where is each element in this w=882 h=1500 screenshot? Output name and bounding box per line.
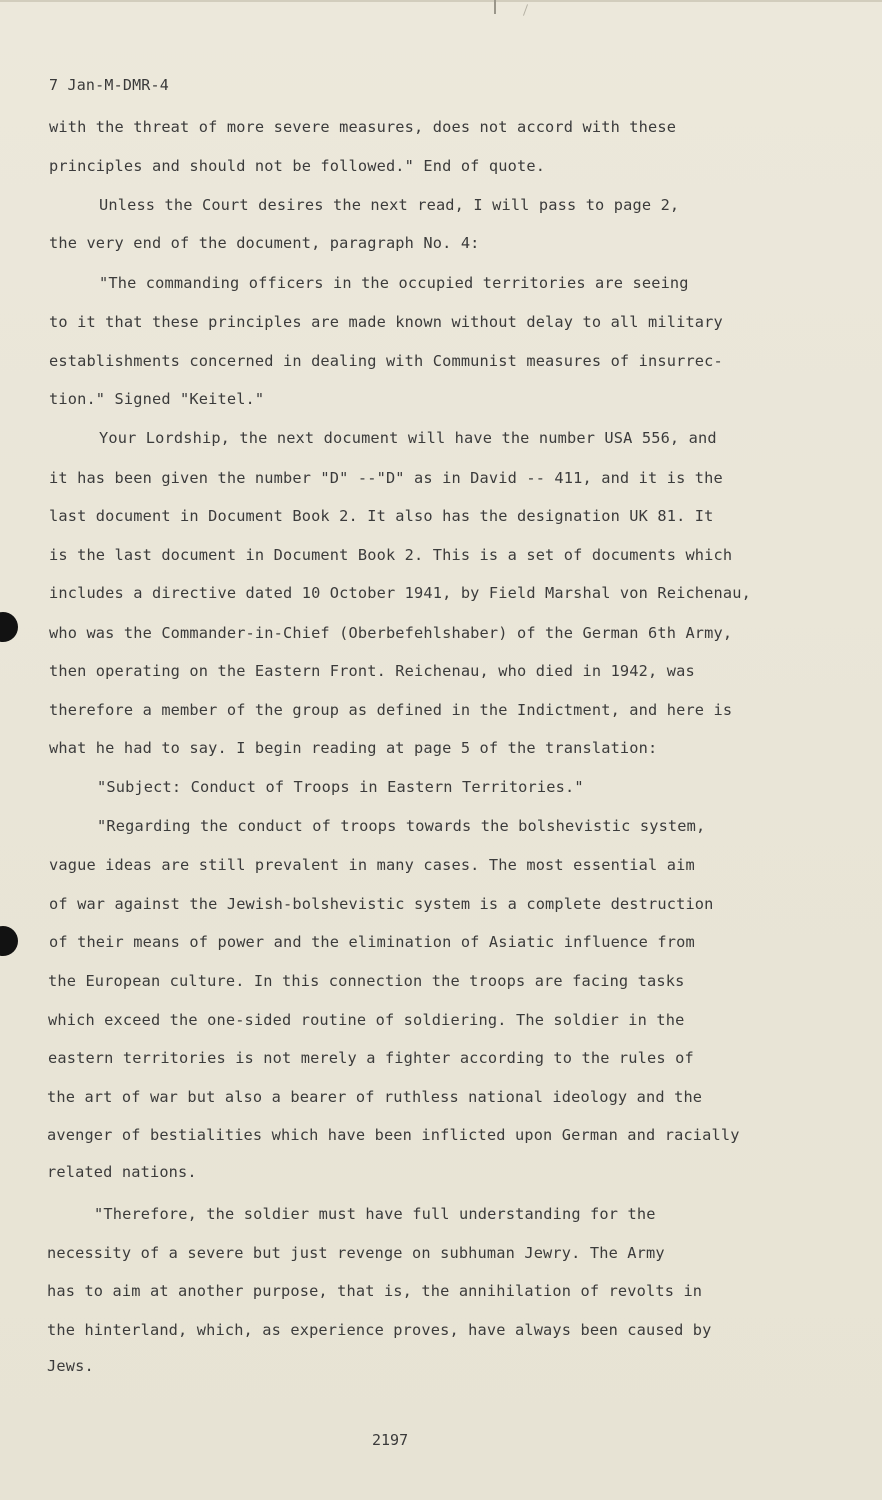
document-header-id: 7 Jan-M-DMR-4 — [49, 76, 169, 94]
text-line: eastern territories is not merely a fighter according to the rules of — [48, 1049, 694, 1067]
text-line: of their means of power and the elimination of Asiatic influence from — [49, 933, 695, 951]
punch-hole-lower — [0, 926, 18, 956]
text-line: what he had to say. I begin reading at page 5 of the translation: — [49, 739, 658, 757]
text-line: which exceed the one-sided routine of soldiering. The soldier in the — [48, 1011, 685, 1029]
stray-pen-mark — [523, 4, 528, 16]
text-line: of war against the Jewish-bolshevistic system is a complete destruction — [49, 895, 714, 913]
text-line: necessity of a severe but just revenge on subhuman Jewry. The Army — [47, 1244, 665, 1262]
text-line: who was the Commander-in-Chief (Oberbefehlshaber) of the German 6th Army, — [49, 624, 733, 642]
text-line: is the last document in Document Book 2. This is a set of documents which — [49, 546, 733, 564]
text-line: "Regarding the conduct of troops towards the bolshevistic system, — [97, 817, 706, 835]
text-line: related nations. — [47, 1163, 197, 1181]
text-line: includes a directive dated 10 October 1941, by Field Marshal von Reichenau, — [49, 584, 751, 602]
text-line: the hinterland, which, as experience proves, have always been caused by — [47, 1321, 712, 1339]
text-line: has to aim at another purpose, that is, the annihilation of revolts in — [47, 1282, 703, 1300]
text-line: "The commanding officers in the occupied territories are seeing — [99, 274, 689, 292]
punch-hole-upper — [0, 612, 18, 642]
text-line: the art of war but also a bearer of ruthless national ideology and the — [47, 1088, 703, 1106]
text-line: "Subject: Conduct of Troops in Eastern Territories." — [97, 778, 584, 796]
text-line: last document in Document Book 2. It also has the designation UK 81. It — [49, 507, 714, 525]
text-line: then operating on the Eastern Front. Reichenau, who died in 1942, was — [49, 662, 695, 680]
text-line: with the threat of more severe measures, does not accord with these — [49, 118, 677, 136]
text-line: establishments concerned in dealing with Communist measures of insurrec- — [49, 352, 723, 370]
text-line: Unless the Court desires the next read, I will pass to page 2, — [99, 196, 680, 214]
text-line: Your Lordship, the next document will have the number USA 556, and — [99, 429, 717, 447]
text-line: the very end of the document, paragraph No. 4: — [49, 234, 480, 252]
text-line: therefore a member of the group as defined in the Indictment, and here is — [49, 701, 733, 719]
text-line: tion." Signed "Keitel." — [49, 390, 265, 408]
text-line: it has been given the number "D" --"D" as in David -- 411, and it is the — [49, 469, 723, 487]
text-line: to it that these principles are made known without delay to all military — [49, 313, 723, 331]
text-line: principles and should not be followed." End of quote. — [49, 157, 546, 175]
top-edge-rule — [0, 0, 882, 2]
text-line: the European culture. In this connection the troops are facing tasks — [48, 972, 685, 990]
binding-tick-mark — [494, 0, 496, 14]
text-line: Jews. — [47, 1357, 94, 1375]
text-line: avenger of bestialities which have been inflicted upon German and racially — [47, 1126, 740, 1144]
text-line: vague ideas are still prevalent in many cases. The most essential aim — [49, 856, 695, 874]
text-line: "Therefore, the soldier must have full understanding for the — [94, 1205, 656, 1223]
page-number: 2197 — [372, 1431, 409, 1449]
